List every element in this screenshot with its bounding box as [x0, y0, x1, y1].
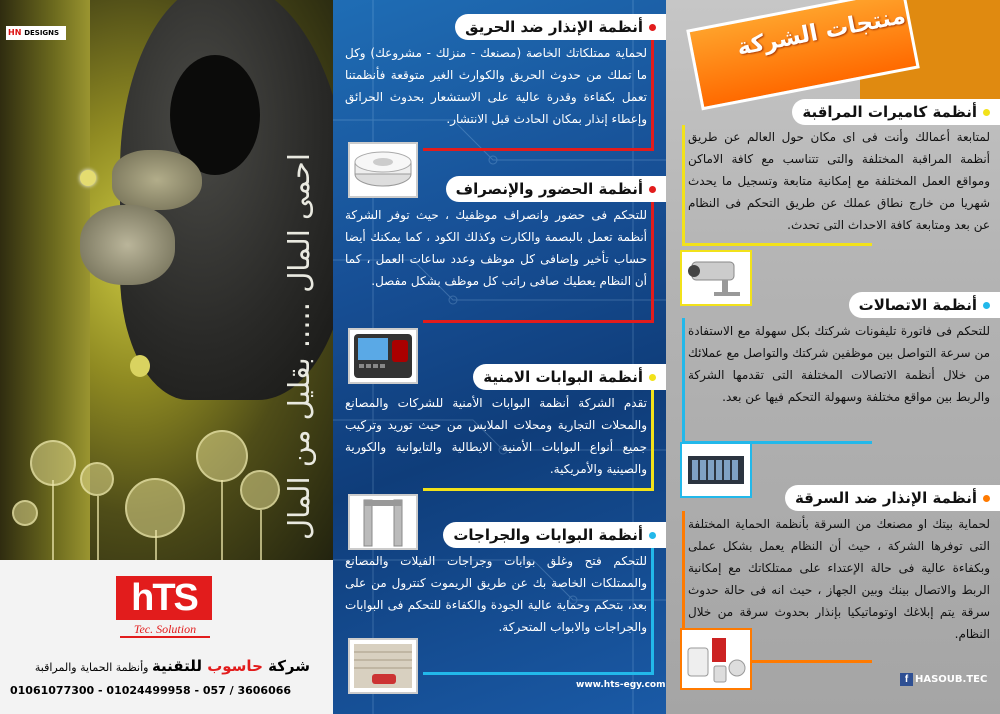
company-logo [116, 576, 212, 650]
company-name-suffix: للتقنية [151, 657, 208, 675]
bullet-icon [649, 374, 656, 381]
cover-panel [0, 0, 333, 714]
section-body-communications: للتحكم فى فاتورة تليفونات شركتك بكل سهولة مع الاستفادة من سرعة التواصل بين موظفين شركتك والتواصل مع عملائك من خلال أنظمة الاتصالات المختلفة التى تقدمها الشركة والربط بين مواقع مختلفة وسهولة التحكم فيها عن بعد. [688, 324, 990, 404]
smoke-detector-icon [350, 144, 416, 196]
alarm-kit-icon [682, 630, 750, 688]
section-title-text: أنظمة الإنذار ضد الحريق [465, 18, 643, 36]
decor-circle [12, 500, 38, 526]
section-title-text: أنظمة الإنذار ضد السرقة [794, 489, 977, 507]
section-line [423, 488, 654, 491]
company-name [10, 657, 310, 675]
gloved-hand [80, 205, 175, 285]
attendance-terminal-image [348, 328, 418, 384]
fingerprint-terminal-icon [350, 330, 416, 382]
section-line [423, 672, 654, 675]
section-line [423, 148, 654, 151]
facebook-handle: HASOUB.TEC [915, 674, 988, 685]
section-title-text: أنظمة البوابات الامنية [483, 368, 643, 386]
decor-circle [80, 462, 114, 496]
section-line [682, 125, 685, 245]
section-title-text: أنظمة البوابات والجراجات [453, 526, 643, 544]
decor-stem [221, 480, 223, 560]
bullet-icon [983, 495, 990, 502]
bullet-icon [649, 532, 656, 539]
security-camera-image [680, 250, 752, 306]
gloved-hand [112, 150, 202, 210]
section-title-cameras [792, 99, 1000, 125]
section-title-garage-gates [443, 522, 666, 548]
website-link[interactable]: www.hts-egy.com [576, 680, 666, 690]
facebook-icon: f [900, 673, 913, 686]
services-panel-middle [333, 0, 666, 714]
section-line [682, 318, 685, 443]
designer-logo-secondary: DESIGNS [24, 29, 60, 37]
bullet-icon [983, 109, 990, 116]
security-gate-image [348, 494, 418, 550]
company-logo-subtitle: Tec. Solution [120, 622, 210, 638]
section-body-burglar-alarm: لحماية بيتك او مصنعك من السرقة بأنظمة الحماية المختلفة التى توفرها الشركة ، حيث أن النظام يعمل بشكل عملى وبكفاءة عالية فى حالة الإعتداء على ممتلكاتك مع إمكانية الربط والاتصال بينك وبين الجهاز ، حيث انه فى حالة حدوث سرقة يتم إبلاغك اوتوماتيكيا بإنذار بحدوث سرقة من خلال النظام. [688, 517, 990, 641]
alarm-kit-image [680, 628, 752, 690]
security-camera-icon [682, 252, 750, 304]
decor-stem [155, 530, 157, 560]
company-tagline: وأنظمة الحماية والمراقبة [34, 661, 152, 674]
section-body-cameras: لمتابعة أعمالك وأنت فى اى مكان حول العالم عن طريق أنظمة المراقبة المختلفة والتى تتناسب مع كافة الاماكن ومواقع العمل المختلفة مع إمكانية متابعة وتسجيل ما يحدث شهريا من خارج نطاق عملك عن طريق التحكم فى النظام عن بعد ومتابعة كافة الاحداث التى تحدث. [688, 130, 990, 232]
pbx-image [680, 442, 752, 498]
phone-numbers: 01061077300 - 01024499958 - 057 / 3606066 [10, 684, 292, 697]
facebook-link[interactable] [900, 673, 987, 686]
decor-stem [52, 480, 54, 560]
designer-logo-primary: HN [8, 28, 22, 37]
section-line [423, 320, 654, 323]
door-lock [130, 355, 150, 377]
section-body-security-gates: تقدم الشركة أنظمة البوابات الأمنية للشركات والمصانع والمحلات التجارية ومحلات الملابس من حيث توريد وتركيب جميع أنواع البوابات الأمنية الايطالية والتايوانية والكورية والصينية والأمريكية. [345, 396, 647, 476]
door-lock [80, 170, 96, 186]
decor-circle [196, 430, 248, 482]
company-name-prefix: شركة [262, 657, 310, 675]
decor-circle [125, 478, 185, 538]
section-line [682, 243, 872, 246]
pbx-switch-icon [682, 444, 750, 496]
section-title-communications [849, 292, 1000, 318]
section-title-burglar-alarm [785, 485, 1000, 511]
section-title-attendance [446, 176, 666, 202]
section-line [651, 40, 654, 150]
section-title-security-gates [473, 364, 666, 390]
section-title-text: أنظمة كاميرات المراقبة [802, 103, 977, 121]
garage-door-image [348, 638, 418, 694]
section-line [651, 548, 654, 673]
decor-stem [260, 510, 262, 560]
section-line [651, 390, 654, 490]
decor-stem [97, 496, 99, 560]
bullet-icon [983, 302, 990, 309]
designer-logo [6, 26, 66, 40]
company-logo-letters: hTS [116, 576, 212, 620]
section-title-text: أنظمة الاتصالات [858, 296, 977, 314]
services-panel-right [666, 0, 1000, 714]
section-title-fire-alarm [455, 14, 666, 40]
section-title-text: أنظمة الحضور والإنصراف [455, 180, 643, 198]
section-body-garage-gates: للتحكم فتح وغلق بوابات وجراجات الفيلات والمصانع والممتلكات الخاصة بك عن طريق الريموت كنترول من على بعد، بتحكم وحماية عالية الجودة والكفاءة للتحكم فى البوابات والجراجات والابواب المتحركة. [345, 554, 647, 634]
bullet-icon [649, 186, 656, 193]
company-name-brand: حاسوب [207, 657, 263, 675]
garage-door-icon [350, 640, 416, 692]
bullet-icon [649, 24, 656, 31]
security-gate-icon [350, 496, 416, 548]
section-body-attendance: للتحكم فى حضور وانصراف موظفيك ، حيث توفر الشركة أنظمة تعمل بالبصمة والكارت وكذلك الكود ، كما يمكنك أيضا حساب تأخير وإضافى كل موظف وعدد ساعات العمل ، كما أن النظام يعطيك صافى راتب كل موظف بشكل مفصل. [345, 208, 647, 288]
slogan: احمى المال ..... بقليل من المال [282, 153, 316, 540]
section-line [651, 202, 654, 322]
smoke-detector-image [348, 142, 418, 198]
products-banner-text: منتجات الشركة [734, 2, 908, 62]
section-body-fire-alarm: لحماية ممتلكاتك الخاصة (مصنعك - منزلك - مشروعك) وكل ما تملك من حدوث الحريق والكوارث الغير متوقعة فأنظمتنا تعمل بكفاءة وقدرة عالية على الاستشعار بحدوث الحرائق وإعطاء إنذار بمكان الحادث قبل الانتشار. [345, 46, 647, 126]
